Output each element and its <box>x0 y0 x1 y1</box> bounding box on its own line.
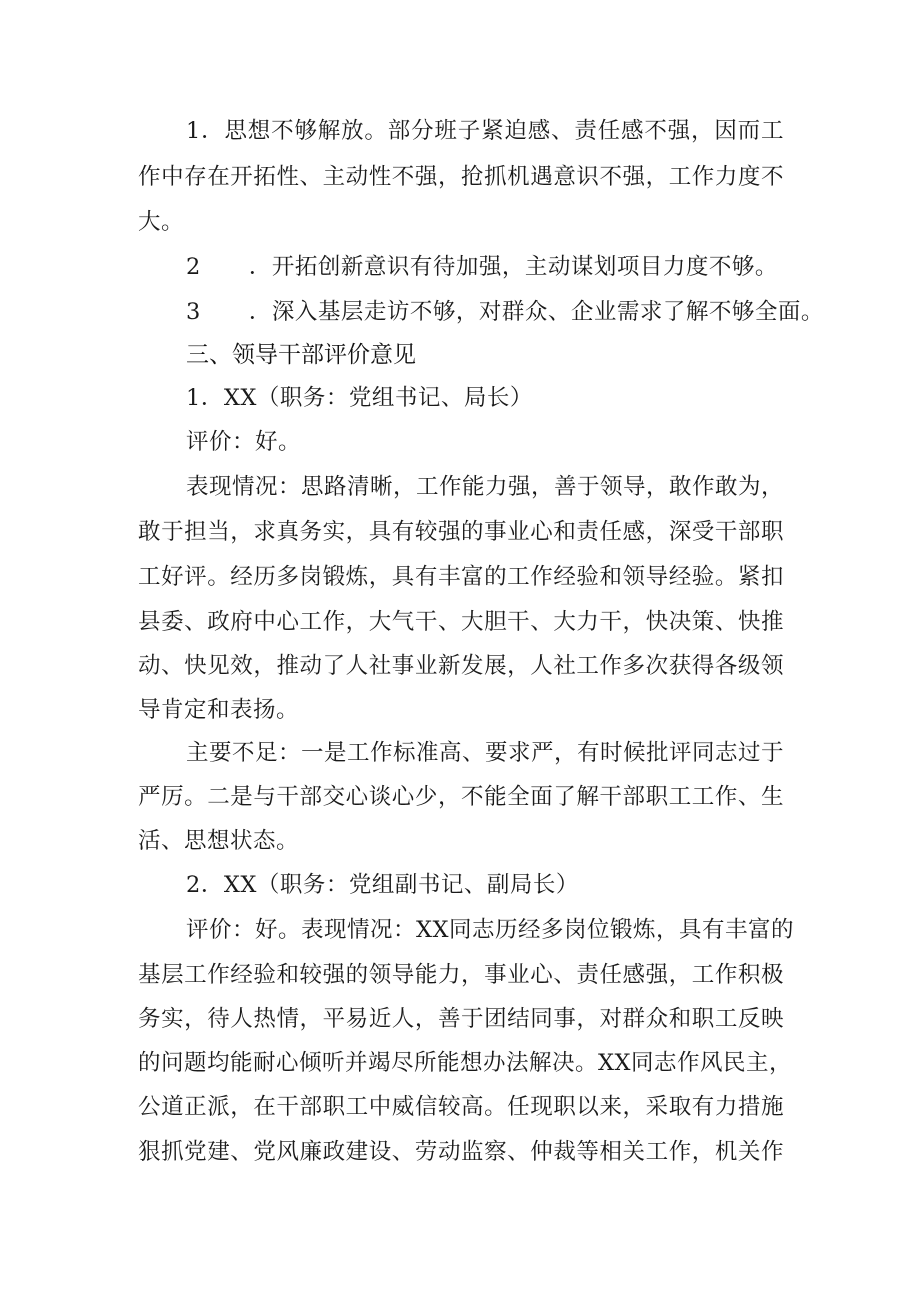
leader1-performance-line: 导肯定和表扬。 <box>138 697 300 723</box>
leader1-rating: 评价：好。 <box>186 429 302 455</box>
section3-heading: 三、领导干部评价意见 <box>186 342 416 368</box>
leader1-shortcomings-line: 严厉。二是与干部交心谈心少，不能全面了解干部职工工作、生 <box>138 784 784 810</box>
leader2-title: 2．XX（职务：党组副书记、副局长） <box>186 872 579 898</box>
leader1-shortcomings-line: 主要不足：一是工作标准高、要求严，有时候批评同志过于 <box>186 740 785 766</box>
leader1-performance-line: 工好评。经历多岗锻炼，具有丰富的工作经验和领导经验。紧扣 <box>138 564 784 590</box>
leader2-body-line: 评价：好。表现情况：XX同志历经多岗位锻炼，具有丰富的 <box>186 917 795 943</box>
leader1-title: 1．XX（职务：党组书记、局长） <box>186 385 533 411</box>
item2-line <box>186 252 784 282</box>
leader2-body-line: 的问题均能耐心倾听并竭尽所能想办法解决。XX同志作风民主， <box>138 1050 793 1076</box>
item1-line3: 大。 <box>138 209 185 235</box>
item3-text: ．深入基层走访不够，对群众、企业需求了解不够全面。 <box>248 299 824 325</box>
leader2-body-line: 狠抓党建、党风廉政建设、劳动监察、仲裁等相关工作，机关作 <box>138 1139 784 1165</box>
leader2-body-line: 公道正派，在干部职工中威信较高。任现职以来，采取有力措施 <box>138 1094 784 1120</box>
item1-line1: 1．思想不够解放。部分班子紧迫感、责任感不强，因而工 <box>186 118 784 144</box>
leader1-performance-line: 县委、政府中心工作，大气干、大胆干、大力干，快决策、快推 <box>138 609 784 635</box>
leader1-performance-line: 动、快见效，推动了人社事业新发展，人社工作多次获得各级领 <box>138 653 784 679</box>
item1-line2: 作中存在开拓性、主动性不强，抢抓机遇意识不强，工作力度不 <box>138 164 784 190</box>
item2-number: 2 <box>186 254 201 280</box>
item2-text: ．开拓创新意识有待加强，主动谋划项目力度不够。 <box>248 254 778 280</box>
leader1-performance-line: 表现情况：思路清晰，工作能力强，善于领导，敢作敢为， <box>186 474 785 500</box>
item3-line <box>186 297 824 327</box>
leader2-body-line: 务实，待人热情，平易近人，善于团结同事，对群众和职工反映 <box>138 1006 784 1032</box>
leader2-body-line: 基层工作经验和较强的领导能力，事业心、责任感强，工作积极 <box>138 962 784 988</box>
leader1-performance-line: 敢于担当，求真务实，具有较强的事业心和责任感，深受干部职 <box>138 519 784 545</box>
item3-number: 3 <box>186 299 201 325</box>
leader1-shortcomings-line: 活、思想状态。 <box>138 828 300 854</box>
